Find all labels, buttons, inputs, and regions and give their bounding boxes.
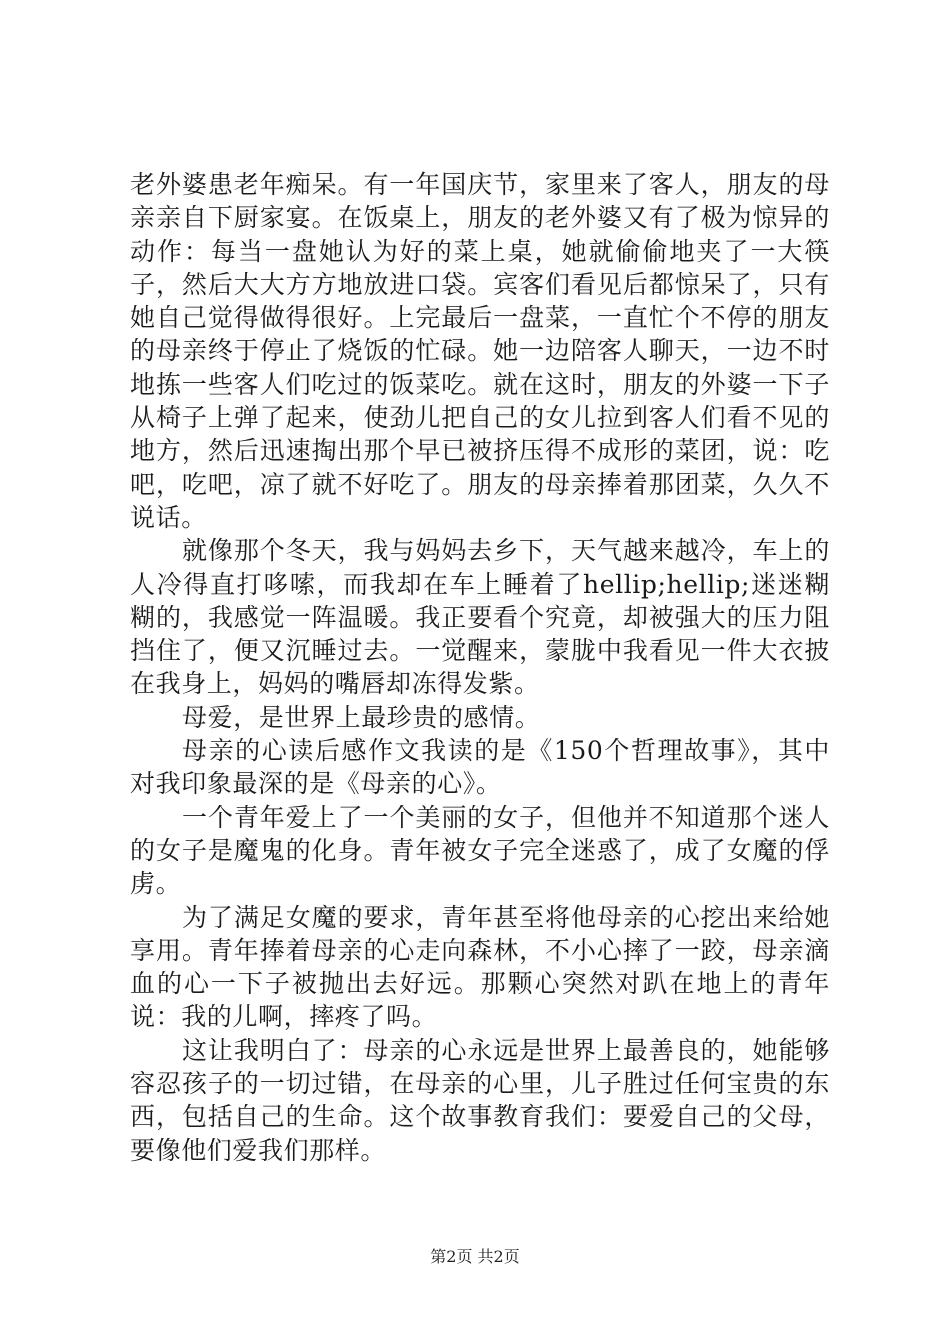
paragraph: 为了满足女魔的要求，青年甚至将他母亲的心挖出来给她享用。青年捧着母亲的心走向森林，不小心摔了一跤，母亲滴血的心一下子被抛出去好远。那颗心突然对趴在地上的青年说：我的儿啊，摔疼了吗。 bbox=[130, 902, 830, 1032]
paragraph: 母亲的心读后感作文我读的是《150个哲理故事》，其中对我印象最深的是《母亲的心》。 bbox=[130, 736, 830, 799]
paragraph-continuation: 老外婆患老年痴呆。有一年国庆节，家里来了客人，朋友的母亲亲自下厨家宴。在饭桌上，朋友的老外婆又有了极为惊异的动作：每当一盘她认为好的菜上桌，她就偷偷地夹了一大筷子，然后大大方方地放进口袋。宾客们看见后都惊呆了，只有她自己觉得做得很好。上完最后一盘菜，一直忙个不停的朋友的母亲终于停止了烧饭的忙碌。她一边陪客人聊天，一边不时地拣一些客人们吃过的饭菜吃。就在这时，朋友的外婆一下子从椅子上弹了起来，使劲儿把自己的女儿拉到客人们看不见的地方，然后迅速掏出那个早已被挤压得不成形的菜团，说：吃吧，吃吧，凉了就不好吃了。朋友的母亲捧着那团菜，久久不说话。 bbox=[130, 170, 830, 532]
page-number-footer: 第2页 共2页 bbox=[430, 1247, 520, 1266]
paragraph: 一个青年爱上了一个美丽的女子，但他并不知道那个迷人的女子是魔鬼的化身。青年被女子完全迷惑了，成了女魔的俘虏。 bbox=[130, 802, 830, 899]
document-body bbox=[130, 168, 830, 1167]
paragraph: 母爱，是世界上最珍贵的感情。 bbox=[182, 702, 541, 732]
paragraph: 就像那个冬天，我与妈妈去乡下，天气越来越冷，车上的人冷得直打哆嗦，而我却在车上睡着了hellip;hellip;迷迷糊糊的，我感觉一阵温暖。我正要看个究竟，却被强大的压力阻挡住了，便又沉睡过去。一觉醒来，蒙胧中我看见一件大衣披在我身上，妈妈的嘴唇却冻得发紫。 bbox=[130, 536, 830, 699]
paragraph: 这让我明白了：母亲的心永远是世界上最善良的，她能够容忍孩子的一切过错，在母亲的心里，儿子胜过任何宝贵的东西，包括自己的生命。这个故事教育我们：要爱自己的父母，要像他们爱我们那样。 bbox=[130, 1035, 830, 1165]
